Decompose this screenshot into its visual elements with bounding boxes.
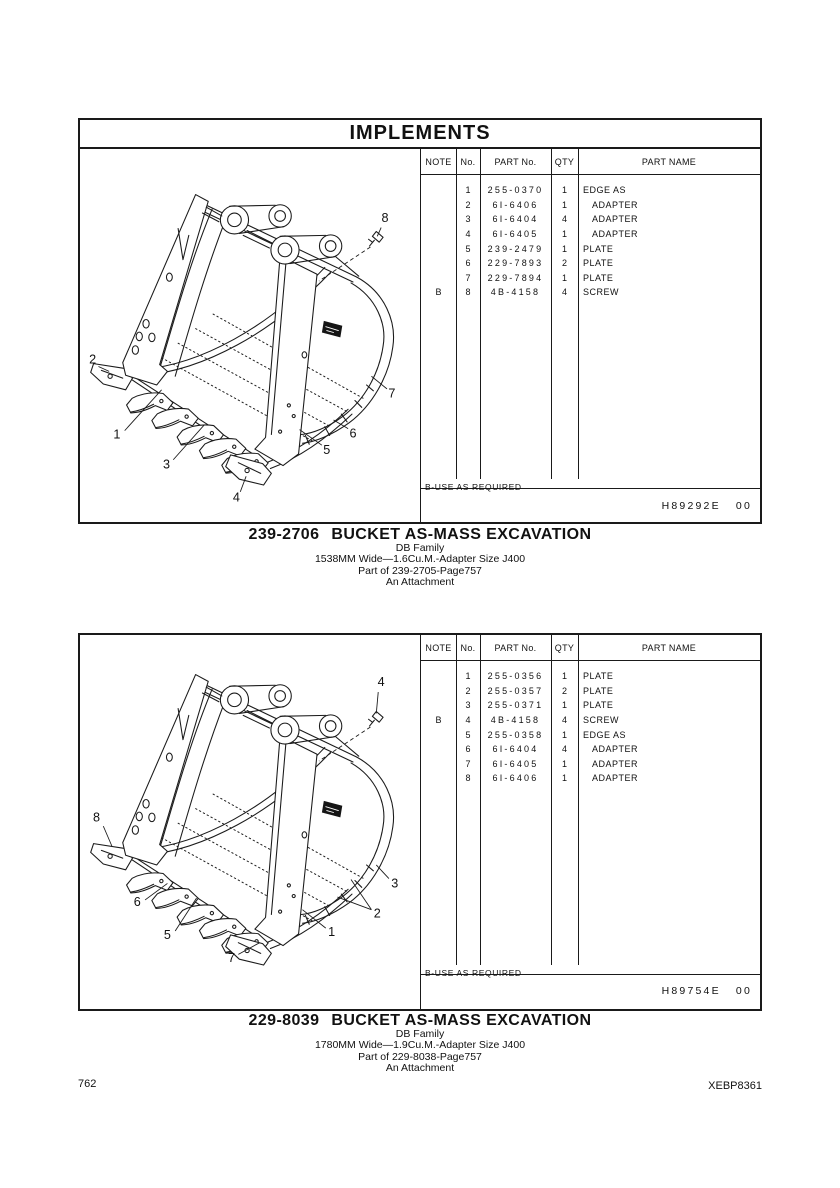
cell-qty: 1: [561, 729, 567, 740]
caption-part-of: Part of 229-8038-Page757: [358, 1050, 482, 1063]
cell-qty: 1: [561, 773, 567, 784]
callout-label: 8: [381, 210, 389, 225]
callout-label: 5: [323, 442, 331, 457]
cell-name: PLATE: [583, 671, 614, 682]
catalog-frame-2: [78, 633, 762, 1011]
table-row: [421, 198, 760, 213]
cell-no: 6: [465, 258, 471, 269]
caption-spec: 1538MM Wide—1.6Cu.M.-Adapter Size J400: [314, 553, 526, 566]
caption-spec: 1780MM Wide—1.9Cu.M.-Adapter Size J400: [314, 1039, 526, 1052]
column-header-part-no: PART No.: [494, 156, 537, 167]
table-row: [421, 698, 760, 713]
parts-section-1: [80, 149, 760, 524]
cell-pn: 4B-4158: [490, 287, 541, 298]
column-header-note: NOTE: [425, 156, 452, 167]
caption-attachment: An Attachment: [385, 575, 455, 588]
table-row: [421, 727, 760, 742]
bucket-diagram: [80, 660, 420, 1000]
cell-name: EDGE AS: [583, 185, 627, 196]
table-row: [421, 241, 760, 256]
cell-no: 7: [465, 272, 471, 283]
caption-part-number: 239-2706: [248, 526, 320, 543]
cell-no: 3: [465, 214, 471, 225]
table-row: [421, 271, 760, 286]
cell-no: 1: [465, 185, 471, 196]
column-header-note: NOTE: [425, 642, 452, 653]
cell-no: 5: [465, 729, 471, 740]
callout-label: 4: [232, 490, 240, 505]
parts-rows: [421, 174, 760, 489]
cell-pn: 255-0371: [487, 700, 544, 711]
cell-pn: 6I-6406: [492, 199, 539, 210]
parts-section-2: [80, 635, 760, 1009]
table-row: [421, 684, 760, 699]
cell-qty: 1: [561, 199, 567, 210]
column-header-qty: QTY: [554, 642, 575, 653]
table-divider: [456, 635, 457, 965]
cell-qty: 1: [561, 700, 567, 711]
cell-no: 7: [465, 758, 471, 769]
cell-name: SCREW: [583, 715, 619, 726]
callout-leader: [376, 692, 378, 713]
table-divider: [480, 149, 481, 479]
figure-ref-code: H89754E 00: [661, 985, 752, 997]
table-row: [421, 742, 760, 757]
column-header-no: No.: [460, 156, 476, 167]
page-title: IMPLEMENTS: [349, 122, 491, 144]
cell-pn: 255-0357: [487, 685, 544, 696]
callout-label: 6: [133, 894, 141, 909]
table-divider: [480, 635, 481, 965]
callout-label: 6: [349, 426, 357, 441]
cell-qty: 2: [561, 685, 567, 696]
cell-qty: 1: [561, 758, 567, 769]
table-divider: [551, 635, 552, 965]
table-row: [421, 757, 760, 772]
figure-caption-2: [0, 1013, 840, 1074]
figure-ref-code: H89292E 00: [661, 500, 752, 512]
cell-pn: 229-7894: [487, 272, 544, 283]
column-header-part-no: PART No.: [494, 642, 537, 653]
callout-leader: [376, 865, 389, 879]
table-footnote: B-USE AS REQUIRED: [425, 968, 522, 978]
cell-name: PLATE: [583, 272, 614, 283]
cell-name: PLATE: [583, 685, 614, 696]
cell-qty: 4: [561, 214, 567, 225]
cell-name: ADAPTER: [592, 758, 639, 769]
table-divider: [456, 149, 457, 479]
caption-part-name: BUCKET AS-MASS EXCAVATION: [331, 526, 592, 543]
cell-name: ADAPTER: [592, 773, 639, 784]
caption-attachment: An Attachment: [385, 1061, 455, 1074]
table-row: [421, 713, 760, 728]
caption-part-number: 229-8039: [248, 1012, 320, 1029]
cell-qty: 1: [561, 272, 567, 283]
cell-no: 2: [465, 685, 471, 696]
page-number: 762: [78, 1078, 97, 1090]
caption-part-of: Part of 239-2705-Page757: [358, 564, 482, 577]
cell-pn: 6I-6404: [492, 744, 539, 755]
table-row: [421, 227, 760, 242]
column-header-no: No.: [460, 642, 476, 653]
callout-label: 2: [89, 352, 97, 367]
table-row: [421, 771, 760, 786]
cell-pn: 255-0358: [487, 729, 544, 740]
table-row: [421, 256, 760, 271]
cell-pn: 6I-6404: [492, 214, 539, 225]
callout-label: 2: [373, 906, 381, 921]
caption-family: DB Family: [395, 542, 445, 554]
callout-label: 7: [228, 951, 236, 966]
caption-family: DB Family: [395, 1028, 445, 1040]
caption-title: [0, 1013, 840, 1029]
table-divider: [578, 149, 579, 479]
table-header: [421, 149, 760, 175]
caption-part-name: BUCKET AS-MASS EXCAVATION: [331, 1012, 592, 1029]
table-row: [421, 183, 760, 198]
cell-name: PLATE: [583, 243, 614, 254]
cell-pn: 255-0370: [487, 185, 544, 196]
cell-no: 3: [465, 700, 471, 711]
callout-label: 4: [377, 675, 385, 690]
table-divider: [551, 149, 552, 479]
cell-pn: 255-0356: [487, 671, 544, 682]
cell-name: ADAPTER: [592, 229, 639, 240]
cell-pn: 6I-6405: [492, 758, 539, 769]
cell-name: EDGE AS: [583, 729, 627, 740]
cell-pn: 6I-6406: [492, 773, 539, 784]
callout-label: 3: [391, 876, 399, 891]
cell-pn: 4B-4158: [490, 715, 541, 726]
cell-name: PLATE: [583, 258, 614, 269]
column-header-part-name: PART NAME: [641, 642, 697, 653]
callout-label: 3: [162, 457, 170, 472]
cell-qty: 4: [561, 715, 567, 726]
table-header: [421, 635, 760, 661]
callout-label: 5: [163, 927, 171, 942]
cell-name: ADAPTER: [592, 199, 639, 210]
parts-table: [420, 149, 760, 524]
cell-qty: 1: [561, 671, 567, 682]
cell-qty: 4: [561, 744, 567, 755]
callout-label: 7: [388, 386, 396, 401]
cell-qty: 2: [561, 258, 567, 269]
table-row: [421, 669, 760, 684]
callout-label: 8: [93, 810, 101, 825]
title-band: [80, 120, 760, 149]
cell-pn: 239-2479: [487, 243, 544, 254]
callout-label: 1: [113, 427, 121, 442]
table-footnote: B-USE AS REQUIRED: [425, 482, 522, 492]
cell-name: SCREW: [583, 287, 619, 298]
bucket-diagram: [80, 180, 420, 520]
cell-note: B: [435, 715, 442, 726]
callout-leader: [334, 420, 349, 429]
table-divider: [578, 635, 579, 965]
callout-leader: [103, 826, 112, 846]
cell-name: ADAPTER: [592, 744, 639, 755]
cell-no: 4: [465, 715, 471, 726]
cell-no: 8: [465, 773, 471, 784]
figure-caption-1: [0, 527, 840, 588]
column-header-qty: QTY: [554, 156, 575, 167]
parts-rows: [421, 660, 760, 975]
cell-pn: 6I-6405: [492, 229, 539, 240]
cell-no: 2: [465, 199, 471, 210]
cell-qty: 1: [561, 185, 567, 196]
caption-title: [0, 527, 840, 543]
cell-no: 5: [465, 243, 471, 254]
cell-qty: 1: [561, 229, 567, 240]
cell-name: ADAPTER: [592, 214, 639, 225]
catalog-frame-1: [78, 118, 762, 524]
parts-table: [420, 635, 760, 1009]
cell-pn: 229-7893: [487, 258, 544, 269]
cell-no: 8: [465, 287, 471, 298]
column-header-part-name: PART NAME: [641, 156, 697, 167]
callout-label: 1: [328, 924, 336, 939]
cell-name: PLATE: [583, 700, 614, 711]
cell-qty: 4: [561, 287, 567, 298]
cell-qty: 1: [561, 243, 567, 254]
document-code: XEBP8361: [708, 1080, 762, 1092]
table-row: [421, 212, 760, 227]
cell-no: 4: [465, 229, 471, 240]
table-row: [421, 285, 760, 300]
cell-no: 6: [465, 744, 471, 755]
cell-no: 1: [465, 671, 471, 682]
cell-note: B: [435, 287, 442, 298]
